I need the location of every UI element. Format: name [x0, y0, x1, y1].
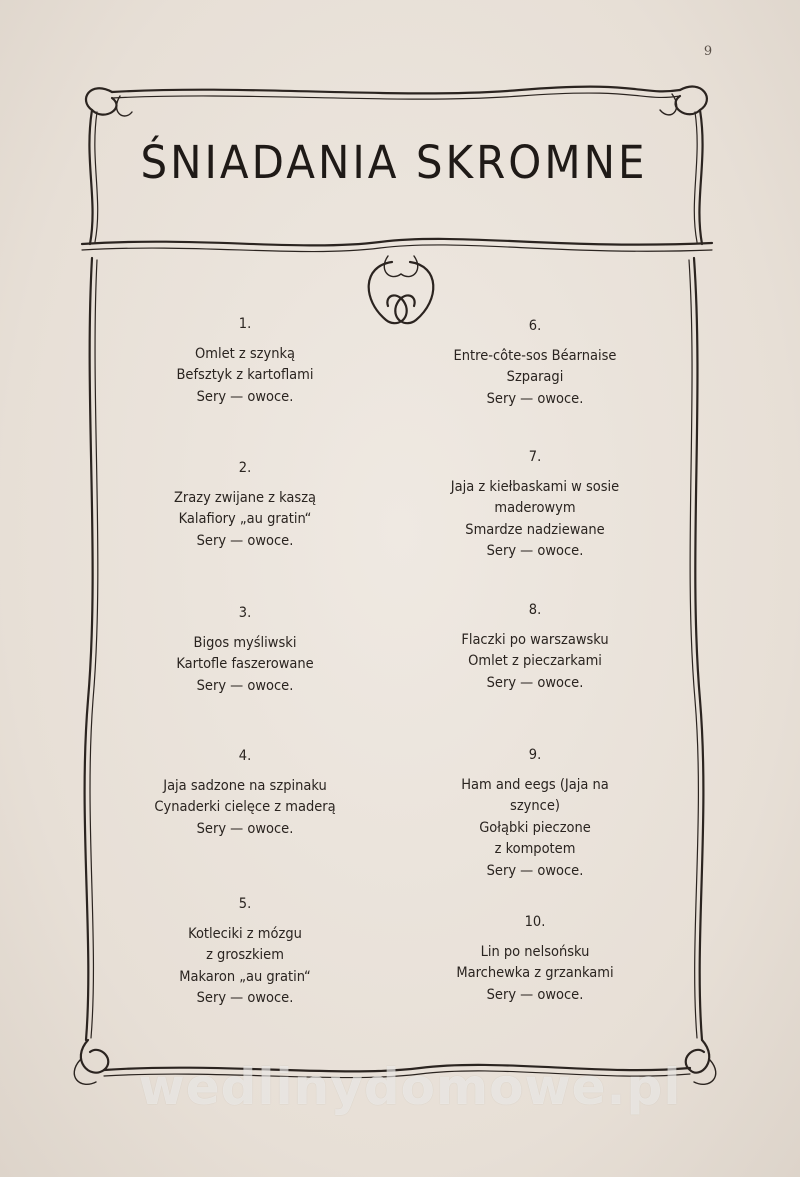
- menu-number: 8.: [528, 602, 542, 618]
- menu-item: [400, 316, 670, 410]
- menu-line: Gołąbki pieczone: [479, 819, 591, 836]
- menu-number: 6.: [528, 318, 542, 334]
- page-title: ŚNIADANIA SKROMNE: [140, 136, 648, 189]
- menu-item: [110, 603, 380, 697]
- menu-number: 2.: [238, 460, 252, 476]
- menu-line: Sery — owoce.: [486, 674, 584, 691]
- menu-line: Omlet z szynką: [194, 345, 296, 362]
- menu-line: Kartofle faszerowane: [176, 656, 314, 672]
- menu-line: szynce): [510, 798, 560, 814]
- menu-line: Sery — owoce.: [486, 862, 584, 879]
- menu-line: Sery — owoce.: [486, 986, 584, 1003]
- menu-item: [400, 745, 670, 882]
- menu-line: Sery — owoce.: [196, 820, 294, 837]
- menu-line: Szparagi: [506, 369, 564, 385]
- menu-line: Kalafiory „au gratin“: [178, 511, 312, 527]
- menu-item: [110, 894, 380, 1010]
- menu-item: [110, 458, 380, 552]
- menu-item: [110, 746, 380, 840]
- menu-line: Sery — owoce.: [196, 677, 294, 694]
- watermark: wedlinydomowe.pl: [138, 1058, 682, 1116]
- menu-number: 1.: [238, 316, 252, 332]
- menu-number: 3.: [238, 605, 252, 621]
- menu-number: 7.: [528, 449, 542, 465]
- menu-line: Makaron „au gratin“: [179, 968, 311, 985]
- menu-item: [110, 314, 380, 408]
- menu-line: Bigos myśliwski: [193, 634, 297, 651]
- menu-line: Omlet z pieczarkami: [468, 653, 602, 669]
- menu-item: [400, 447, 670, 563]
- menu-line: Kotleciki z mózgu: [188, 925, 302, 942]
- menu-line: Flaczki po warszawsku: [461, 631, 609, 648]
- menu-item: [400, 600, 670, 694]
- menu-line: Jaja sadzone na szpinaku: [163, 777, 327, 794]
- menu-line: Marchewka z grzankami: [456, 965, 614, 981]
- menu-number: 4.: [238, 748, 252, 764]
- menu-line: Ham and eegs (Jaja na: [461, 776, 609, 793]
- menu-line: Zrazy zwijane z kaszą: [173, 489, 317, 506]
- menu-line: z groszkiem: [206, 947, 284, 963]
- menu-line: Jaja z kiełbaskami w sosie: [450, 478, 620, 495]
- menu-line: Smardze nadziewane: [465, 521, 605, 538]
- menu-line: Befsztyk z kartoflami: [176, 367, 314, 383]
- menu-line: Entre-côte-sos Béarnaise: [453, 347, 617, 364]
- menu-line: Sery — owoce.: [486, 390, 584, 407]
- menu-line: Cynaderki cielęce z maderą: [154, 799, 336, 815]
- menu-line: Sery — owoce.: [196, 990, 294, 1006]
- menu-item: [400, 912, 670, 1006]
- menu-line: z kompotem: [494, 841, 576, 857]
- menu-number: 10.: [524, 914, 546, 930]
- menu-line: maderowym: [494, 500, 576, 516]
- menu-number: 5.: [238, 896, 252, 912]
- menu-line: Lin po nelsońsku: [480, 943, 590, 960]
- page-number: 9: [703, 44, 713, 59]
- menu-line: Sery — owoce.: [196, 532, 294, 549]
- menu-line: Sery — owoce.: [196, 388, 294, 405]
- menu-number: 9.: [528, 747, 542, 763]
- menu-line: Sery — owoce.: [486, 543, 584, 559]
